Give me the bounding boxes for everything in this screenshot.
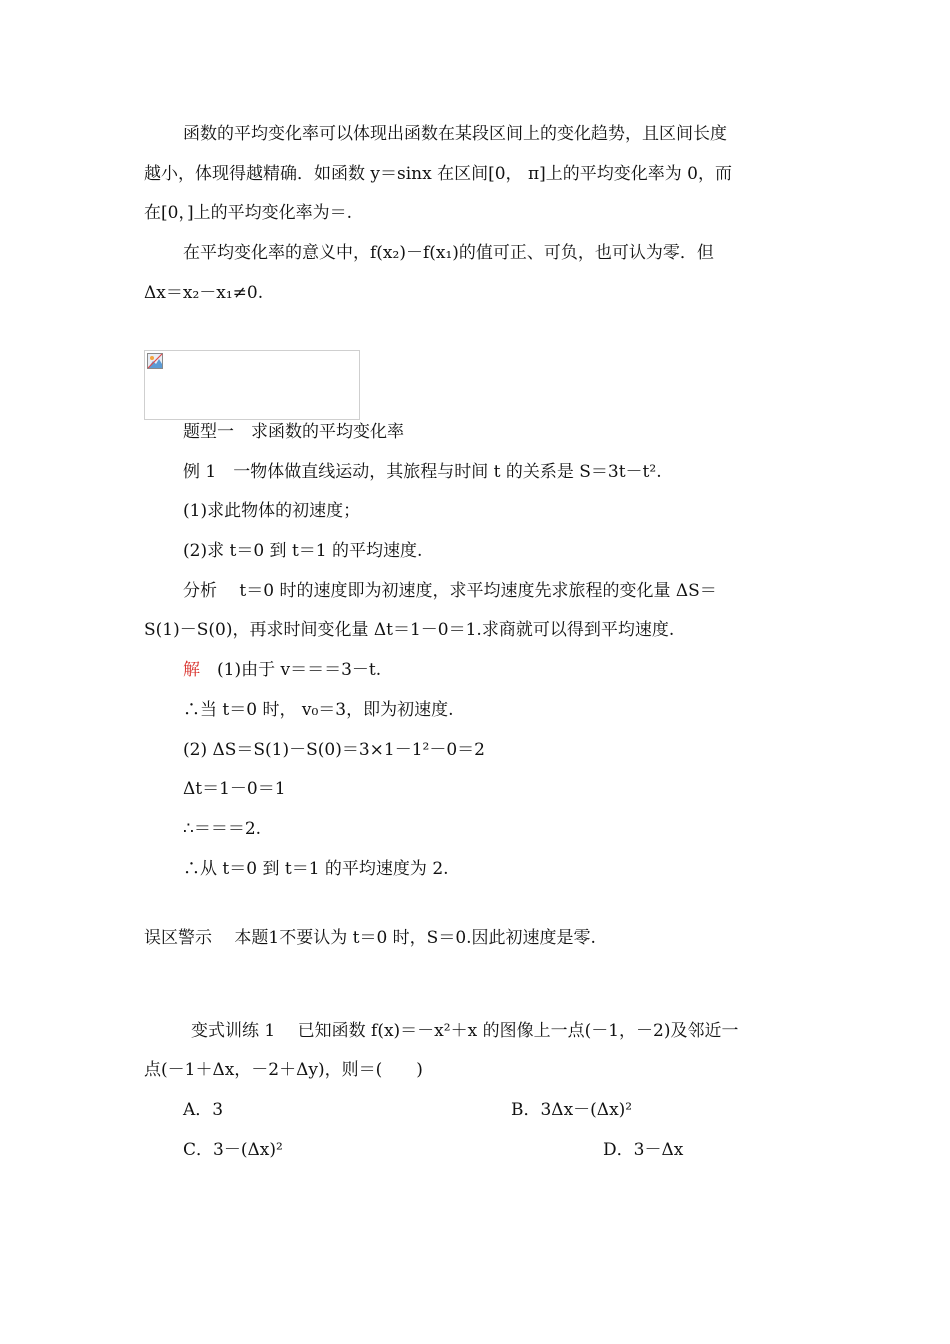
exercise-line-1: 变式训练 1 已知函数 f(x)＝－x²＋x 的图像上一点(－1，－2)及邻近一 bbox=[191, 1021, 739, 1041]
solution-line-6: ∴从 t＝0 到 t＝1 的平均速度为 2. bbox=[183, 859, 449, 879]
option-d: D．3－Δx bbox=[603, 1140, 684, 1160]
example-statement: 例 1 一物体做直线运动，其旅程与时间 t 的关系是 S＝3t－t². bbox=[183, 462, 662, 482]
solution-line-3: (2) ΔS＝S(1)－S(0)＝3×1－1²－0＝2 bbox=[183, 740, 485, 760]
text-line: 在[0，]上的平均变化率为＝. bbox=[144, 203, 352, 223]
solution-label: 解 bbox=[183, 660, 200, 680]
text-line: 越小，体现得越精确．如函数 y＝sinx 在区间[0， π]上的平均变化率为 0，而 bbox=[144, 164, 732, 184]
question-1: (1)求此物体的初速度； bbox=[183, 501, 361, 521]
image-placeholder bbox=[144, 350, 360, 420]
solution-line-2: ∴当 t＝0 时， v₀＝3，即为初速度. bbox=[183, 700, 454, 720]
broken-image-icon bbox=[147, 353, 163, 369]
analysis-line-1: 分析 t＝0 时的速度即为初速度，求平均速度先求旅程的变化量 ΔS＝ bbox=[183, 581, 717, 601]
solution-line-4: Δt＝1－0＝1 bbox=[183, 779, 286, 799]
option-c: C．3－(Δx)² bbox=[183, 1140, 283, 1160]
option-b: B．3Δx－(Δx)² bbox=[511, 1100, 633, 1120]
question-2: (2)求 t＝0 到 t＝1 的平均速度. bbox=[183, 541, 423, 561]
analysis-line-2: S(1)－S(0)，再求时间变化量 Δt＝1－0＝1.求商就可以得到平均速度. bbox=[144, 620, 675, 640]
text-line: 在平均变化率的意义中，f(x₂)－f(x₁)的值可正、可负，也可认为零．但 bbox=[183, 243, 714, 263]
text-line: Δx＝x₂－x₁≠0. bbox=[144, 283, 264, 303]
solution-line-5: ∴＝＝＝2. bbox=[183, 819, 262, 839]
solution-line-1 bbox=[183, 658, 381, 682]
text-line: 函数的平均变化率可以体现出函数在某段区间上的变化趋势，且区间长度 bbox=[183, 124, 727, 144]
warning-note: 误区警示 本题1不要认为 t＝0 时，S＝0.因此初速度是零. bbox=[144, 928, 596, 948]
solution-text: (1)由于 v＝＝＝3－t. bbox=[200, 660, 382, 680]
exercise-line-2: 点(－1＋Δx，－2＋Δy)，则＝( ) bbox=[144, 1060, 423, 1080]
option-a: A．3 bbox=[183, 1100, 224, 1120]
section-title: 题型一 求函数的平均变化率 bbox=[183, 422, 404, 442]
